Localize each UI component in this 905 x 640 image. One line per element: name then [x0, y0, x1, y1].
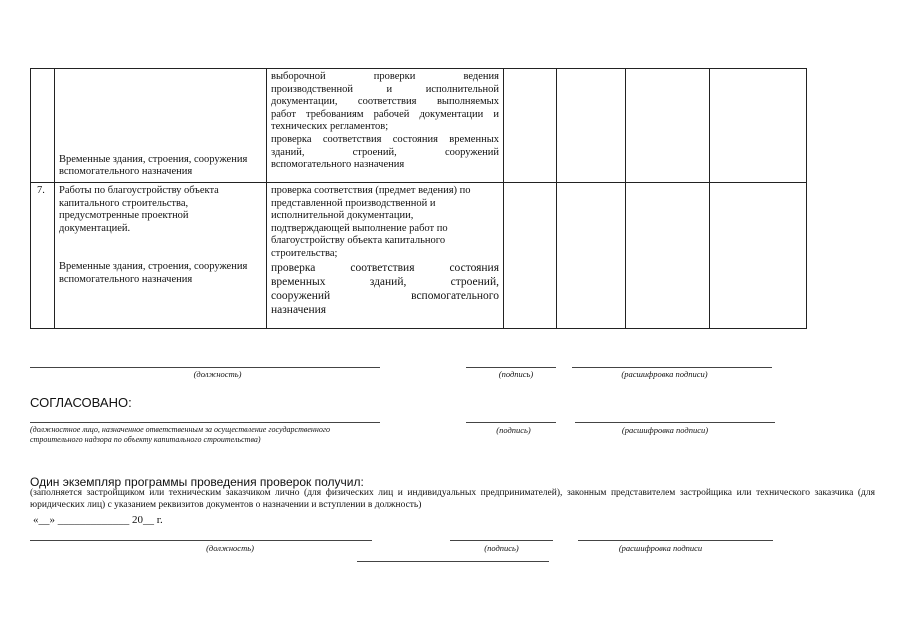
caption-position: (должность): [193, 369, 242, 379]
caption-signature: (подпись): [484, 543, 519, 553]
inspection-line: документации, соответствия выполняемых: [271, 96, 499, 108]
table-cell: [626, 69, 710, 183]
caption-official: (должностное лицо, назначенное ответственным за осуществление государственного строительного надзора по объекту капитального строительства): [30, 425, 330, 444]
table-cell: [710, 69, 807, 183]
received-note: (заполняется застройщиком или техническим заказчиком лично (для физических лиц и индивидуальных предпринимателей), законным представителем застройщика или технического заказчика (для юридических лиц) с указанием реквизитов документов о назначении и вступлении в должность): [30, 488, 875, 510]
signature-line-position: [30, 540, 372, 541]
signature-line-signature: [450, 540, 553, 541]
inspection-line: работ требованиям рабочей документации и: [271, 108, 499, 120]
table-cell-inspection: [267, 183, 504, 329]
table-cell-inspection: [267, 69, 504, 183]
caption-decoding: (расшифровка подписи): [621, 369, 708, 379]
inspection-line: производственной и исполнительной: [271, 83, 499, 95]
inspection-line: благоустройству объекта капитального: [271, 235, 446, 247]
inspection-line: сооружений вспомогательного: [271, 289, 499, 302]
table-cell: [557, 69, 626, 183]
work-description: Временные здания, строения, сооружения вспомогательного назначения: [59, 261, 248, 285]
inspection-line: выборочной проверки ведения: [271, 71, 499, 82]
table-cell: [504, 183, 557, 329]
work-description: Временные здания, строения, сооружения вспомогательного назначения: [59, 153, 248, 178]
table-row: [31, 183, 807, 329]
table-cell-number: 7.: [31, 183, 55, 329]
table-cell: [504, 69, 557, 183]
inspection-line: проверка соответствия состояния: [271, 261, 499, 274]
signature-line-decoding: [572, 367, 772, 368]
work-description: Работы по благоустройству объекта капитального строительства, предусмотренные проектной документацией.: [59, 185, 219, 234]
inspection-line: исполнительной документации,: [271, 210, 414, 222]
table-cell-work: [55, 183, 267, 329]
inspection-line: представленной производственной и: [271, 197, 436, 209]
signature-line-signature: [466, 367, 556, 368]
signature-line-decoding: [578, 540, 773, 541]
inspection-line: назначения: [271, 303, 327, 316]
agreed-heading: СОГЛАСОВАНО:: [30, 395, 132, 410]
signature-line-position: [30, 422, 380, 423]
inspection-line: проверка соответствия состояния временных: [271, 133, 499, 145]
inspection-line: временных зданий, строений,: [271, 275, 499, 288]
table-cell-work: [55, 69, 267, 183]
inspection-line: строительства;: [271, 247, 338, 259]
table-cell: [710, 183, 807, 329]
inspection-line: вспомогательного назначения: [271, 159, 405, 171]
table-cell-number: [31, 69, 55, 183]
inspection-line: технических регламентов;: [271, 121, 389, 133]
inspection-line: проверка соответствия (предмет ведения) по: [271, 185, 471, 196]
signature-line-signature: [466, 422, 556, 423]
table-cell: [626, 183, 710, 329]
date-field: «__» _____________ 20__ г.: [33, 514, 163, 526]
inspection-table: [30, 68, 807, 329]
table-cell: [557, 183, 626, 329]
caption-position: (должность): [206, 543, 254, 553]
inspection-line: подтверждающей выполнение работ по: [271, 222, 448, 234]
inspection-line: зданий, строений, сооружений: [271, 146, 499, 158]
caption-decoding: (расшифровка подписи: [618, 543, 703, 553]
signature-line-position: [30, 367, 380, 368]
bottom-line: [357, 561, 549, 562]
caption-decoding: (расшифровка подписи): [621, 425, 709, 435]
signature-line-decoding: [575, 422, 775, 423]
received-title: Один экземпляр программы проведения проверок получил:: [30, 475, 364, 489]
table-row: [31, 69, 807, 183]
caption-signature: (подпись): [498, 369, 534, 379]
caption-signature: (подпись): [496, 425, 531, 435]
